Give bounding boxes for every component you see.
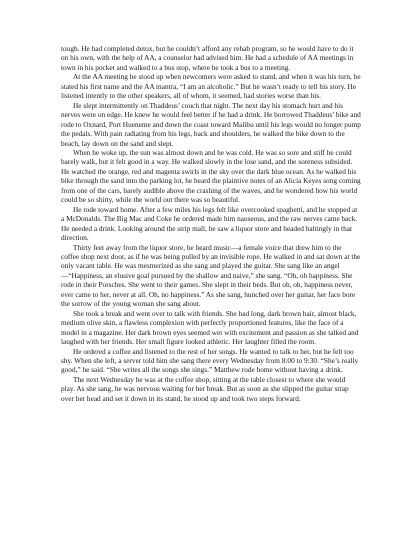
paragraph-singer-description: She took a break and went over to talk with friends. She had long, dark brown hair, almost black, medium olive skin, a flawless complexion with perfectly proportioned features, like the face of a model in a magazine. Her dark brown eyes seemed wet with excitement and passion as she talked and laughed with her friends. Her small figure looked athletic. Her laughter filled the room. xyxy=(61,308,359,347)
paragraph-aa-meeting: At the AA meeting he stood up when newcomers were asked to stand, and when it was his turn, he stated his first name and the AA mantra, “I am an alcoholic.” But he wasn’t ready to tell his story. He listened intently to the other speakers, all of whom, it seemed, had stories worse than his. xyxy=(61,72,361,101)
paragraph-next-wednesday: The next Wednesday he was at the coffee shop, sitting at the table closest to where she would play. As she sang, he was nervous waiting for her break. But as soon as she slipped the guitar strap over her head and set it down in its stand, he stood up and took two steps forward. xyxy=(61,374,349,403)
paragraph-bike-ride: He slept intermittently on Thaddeus’ couch that night. The next day his stomach hurt and his nerves were on edge. He knew he would feel better if he had a drink. He borrowed Thaddeus’ bike and rode to Oxnard, Port Hueneme and down the coast toward Malibu until his legs would no longer pump the pedals. With pain radiating from his legs, back and shoulders, he walked the bike down to the beach, lay down on the sand and slept. xyxy=(61,100,361,148)
paragraph-coffee-shop: Thirty feet away from the liquor store, he heard music—a female voice that drew him to the coffee shop next door, as if he was being pulled by an invisible rope. He walked in and sat down at the only vacant table. He was mesmerized as she sang and played the guitar. She sang like an angel—“Happiness, an elusive goal pursued by the shallow and naive,” she sang. “Oh, oh happiness. She rode in their Porsches. She went to their games. She slept in their beds. But oh, oh, happiness never, ever came to her, never at all. Oh, no happiness.” As she sang, hunched over her guitar, her face bore the sorrow of the young woman she sang about. xyxy=(61,242,361,309)
paragraph-mcdonalds: He rode toward home. After a few miles his legs felt like overcooked spaghetti, and he stopped at a McDonalds. The Big Mac and Coke he ordered made him nauseous, and the raw nerves came back. He needed a drink. Looking around the strip mall, he saw a liquor store and headed haltingly in that direction. xyxy=(61,204,358,243)
paragraph-sunset: When he woke up, the sun was almost down and he was cold. He was so sore and stiff he could barely walk, but it felt good in a way. He walked slowly in the lose sand, and the soreness subsided. He watched the orange, red and magenta swirls in the sky over the dark blue ocean. As he walked his bike through the sand into the parking lot, he heard the plaintive notes of an Alicia Keyes song coming from one of the cars, barely audible above the crashing of the waves, and he wondered how his world could be so shitty, while the world out there was so beautiful. xyxy=(61,147,361,205)
document-page xyxy=(61,44,361,403)
paragraph-continued: tough. He had completed detox, but he couldn’t afford any rehab program, so he would have to do it on his own, with the help of AA, a counselor had advised him. He had a schedule of AA meetings in town in his pocket and walked to a bus stop, where he took a bus to a meeting. xyxy=(61,44,354,72)
paragraph-ordered-coffee: He ordered a coffee and listened to the rest of her songs. He wanted to talk to her, but he felt too shy. When she left, a server told him she sang there every Wednesday from 8:00 to 9:30. “She’s really good,” he said. “She writes all the songs she sings.” Matthew rode home without having a drink. xyxy=(61,346,359,375)
